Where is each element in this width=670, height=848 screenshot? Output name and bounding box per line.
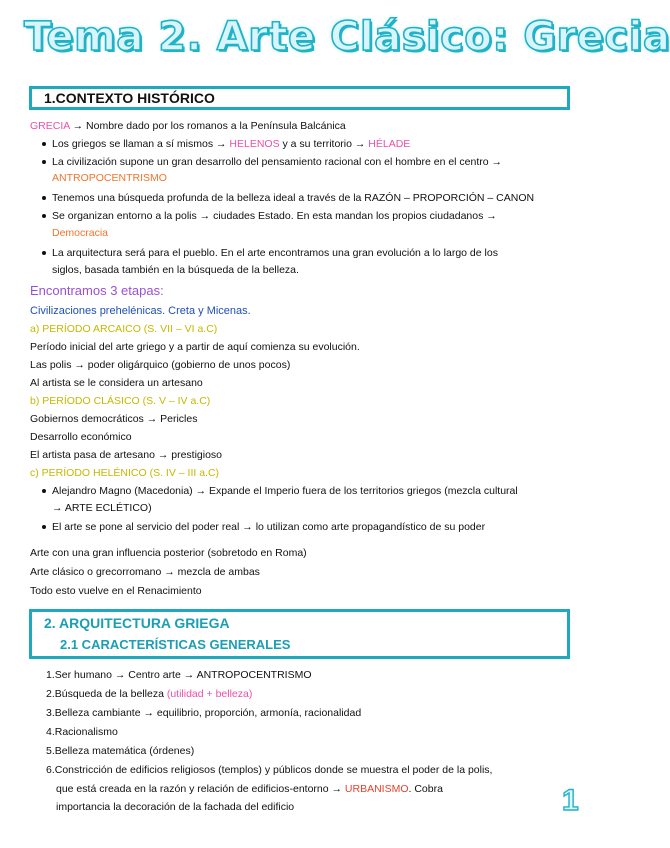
item-2-highlight: (utilidad + belleza): [166, 688, 253, 700]
clasico-heading: b) PERÍODO CLÁSICO (S. V – IV a.C): [30, 395, 211, 407]
arcaico-line: Las polis → poder oligárquico (gobierno de unos pocos): [30, 359, 291, 371]
urbanismo-term: URBANISMO: [344, 783, 409, 795]
closing-line: Arte clásico o grecorromano → mezcla de ambas: [30, 566, 260, 578]
helenico-heading: c) PERÍODO HELÉNICO (S. IV – III a.C): [30, 467, 220, 479]
arcaico-heading: a) PERÍODO ARCAICO (S. VII – VI a.C): [30, 323, 218, 335]
section-1-heading: 1.CONTEXTO HISTÓRICO: [44, 90, 215, 106]
democracia-term: Democracia: [52, 227, 109, 239]
list-item: Alejandro Magno (Macedonia) → Expande el Imperio fuera de los territorios griegos (mezcla cultural: [52, 485, 518, 497]
item-2-text: 2.Búsqueda de la belleza: [46, 688, 167, 700]
numbered-item: 6.Constricción de edificios religiosos (templos) y públicos donde se muestra el poder de la polis,: [46, 764, 493, 776]
item-6-tail: . Cobra: [408, 783, 443, 795]
clasico-line: Gobiernos democráticos → Pericles: [30, 413, 198, 425]
list-item: [52, 137, 410, 151]
antropocentrismo-term: ANTROPOCENTRISMO: [52, 172, 167, 184]
list-item: La arquitectura será para el pueblo. En el arte encontramos una gran evolución a lo largo de los: [52, 247, 498, 259]
helenos-term: HELENOS: [229, 138, 280, 150]
prehelenicas-heading: Civilizaciones prehelénicas. Creta y Micenas.: [30, 305, 251, 317]
numbered-item: 4.Racionalismo: [46, 726, 118, 738]
etapas-heading: Encontramos 3 etapas:: [30, 283, 164, 298]
numbered-item-continued: importancia la decoración de la fachada del edificio: [56, 801, 295, 813]
closing-line: Todo esto vuelve en el Renacimiento: [30, 585, 202, 597]
list-item-continued: → ARTE ECLÉTICO): [52, 502, 152, 514]
page-number: 1: [562, 784, 579, 817]
clasico-line: El artista pasa de artesano → prestigioso: [30, 449, 223, 461]
page-title: Tema 2. Arte Clásico: Grecia: [24, 14, 670, 60]
arcaico-line: Al artista se le considera un artesano: [30, 377, 203, 389]
numbered-item: [46, 687, 252, 701]
list-item: El arte se pone al servicio del poder real → lo utilizan como arte propagandístico de su poder: [52, 521, 486, 533]
section-2-header: [29, 609, 570, 659]
grecia-term: GRECIA: [30, 120, 70, 132]
helade-term: HÉLADE: [368, 138, 411, 150]
closing-line: Arte con una gran influencia posterior (sobretodo en Roma): [30, 547, 307, 559]
numbered-item: 5.Belleza matemática (órdenes): [46, 745, 195, 757]
list-item: Se organizan entorno a la polis → ciudades Estado. En esta mandan los propios ciudadanos →: [52, 210, 497, 222]
section-1-header: [29, 86, 570, 110]
item-6-text: que está creada en la razón y relación de edificios-entorno →: [56, 783, 345, 795]
list-item: Tenemos una búsqueda profunda de la belleza ideal a través de la RAZÓN – PROPORCIÓN – CANON: [52, 192, 535, 204]
grecia-definition: [30, 119, 346, 133]
grecia-text: → Nombre dado por los romanos a la Península Balcánica: [69, 120, 346, 132]
list-item-continued: siglos, basada también en la búsqueda de la belleza.: [52, 264, 299, 276]
clasico-line: Desarrollo económico: [30, 431, 132, 443]
numbered-item: 1.Ser humano → Centro arte → ANTROPOCENTRISMO: [46, 669, 312, 681]
b1-text: Los griegos se llaman a sí mismos →: [52, 138, 230, 150]
numbered-item-continued: [56, 782, 443, 796]
section-2-subheading: 2.1 CARACTERÍSTICAS GENERALES: [60, 637, 291, 652]
numbered-item: 3.Belleza cambiante → equilibrio, proporción, armonía, racionalidad: [46, 707, 362, 719]
b1-mid: y a su territorio →: [279, 138, 369, 150]
list-item: La civilización supone un gran desarrollo del pensamiento racional con el hombre en el centro →: [52, 156, 503, 168]
arcaico-line: Período inicial del arte griego y a partir de aquí comienza su evolución.: [30, 341, 360, 353]
section-2-heading: 2. ARQUITECTURA GRIEGA: [44, 615, 230, 631]
